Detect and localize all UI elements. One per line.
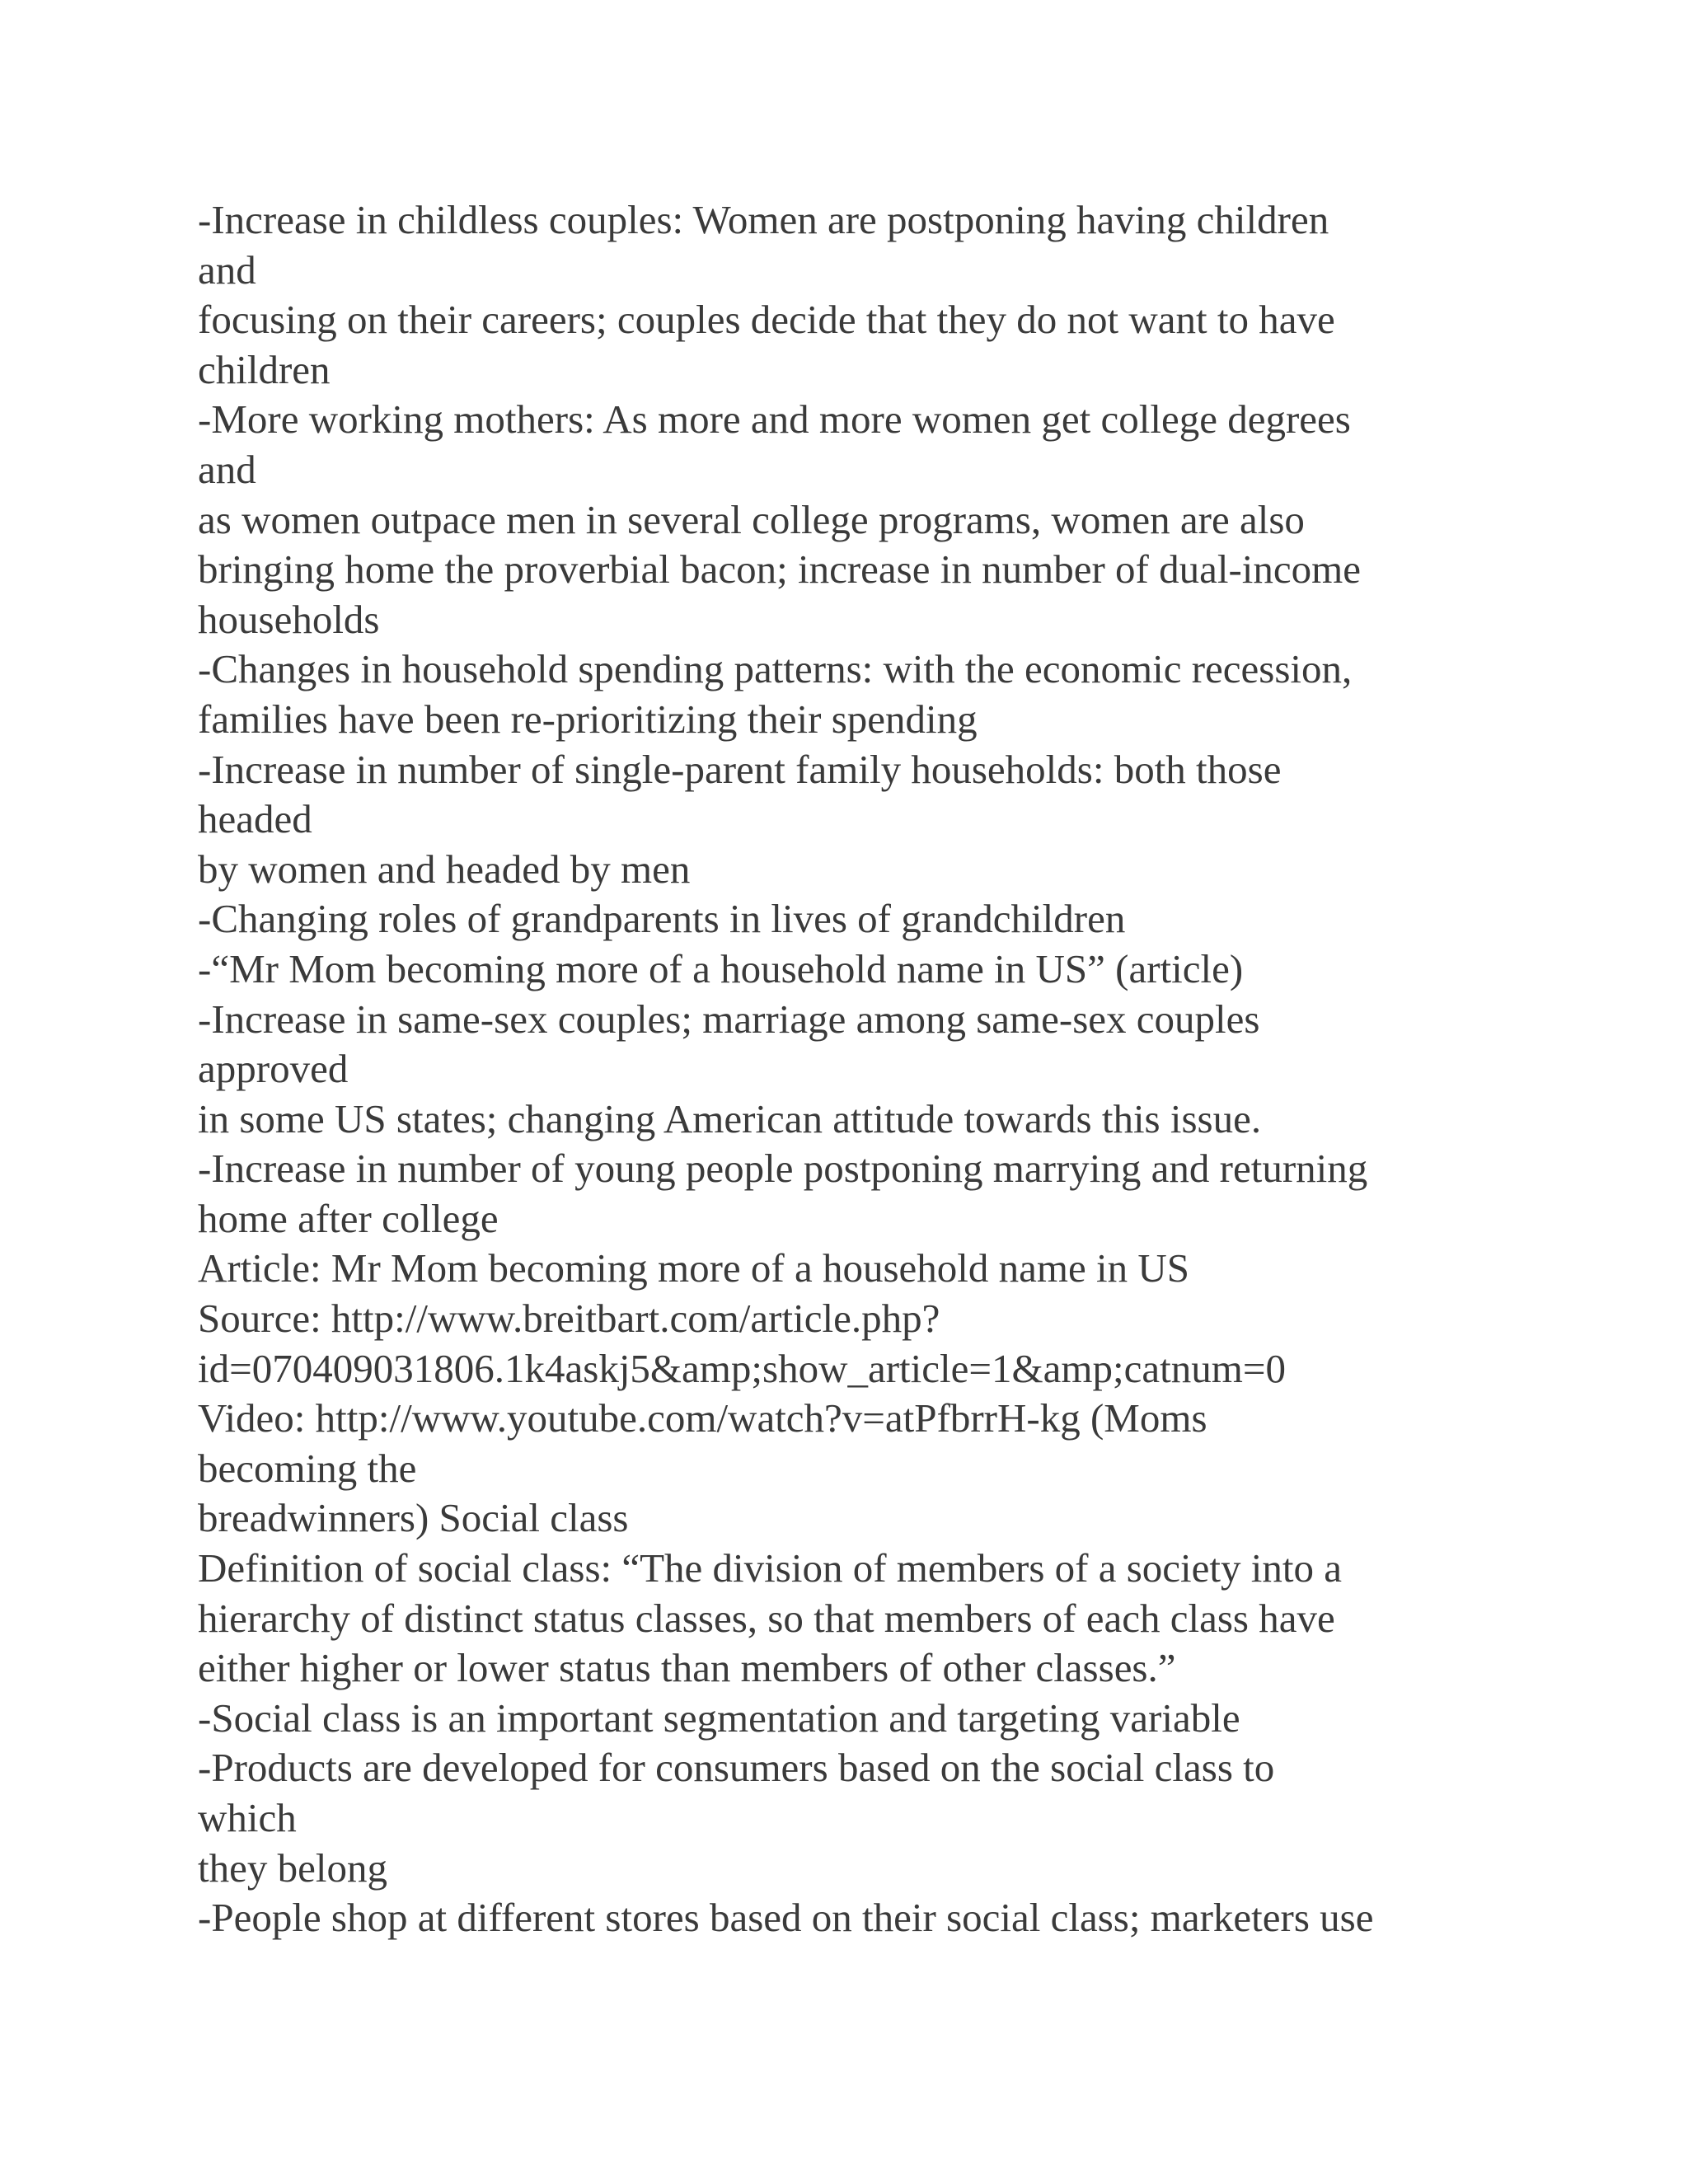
text-line: -Increase in childless couples: Women are postponing having children — [198, 197, 1329, 242]
text-line: headed — [198, 796, 312, 842]
text-line: families have been re-prioritizing their spending — [198, 696, 978, 742]
text-line: they belong — [198, 1844, 387, 1891]
text-line: becoming the — [198, 1445, 417, 1491]
text-line: Definition of social class: “The division of members of a society into a — [198, 1545, 1342, 1591]
text-line: -Products are developed for consumers based on the social class to — [198, 1745, 1275, 1791]
text-line: approved — [198, 1046, 349, 1092]
text-line: -Changes in household spending patterns: with the economic recession, — [198, 646, 1353, 692]
text-line: hierarchy of distinct status classes, so that members of each class have — [198, 1595, 1335, 1641]
text-line: Source: http://www.breitbart.com/article.php? — [198, 1296, 940, 1342]
text-line: -Increase in number of young people postponing marrying and returning — [198, 1146, 1368, 1192]
text-line: and — [198, 446, 256, 492]
document-body — [198, 195, 1500, 1943]
text-line: focusing on their careers; couples decide that they do not want to have — [198, 297, 1335, 343]
text-line: -Increase in same-sex couples; marriage among same-sex couples — [198, 996, 1260, 1042]
text-line: -Social class is an important segmentation and targeting variable — [198, 1694, 1240, 1741]
text-line: -More working mothers: As more and more women get college degrees — [198, 396, 1351, 443]
text-line: -People shop at different stores based on their social class; marketers use — [198, 1895, 1374, 1941]
text-line: either higher or lower status than members of other classes.” — [198, 1645, 1176, 1691]
text-line: which — [198, 1795, 297, 1840]
text-line: bringing home the proverbial bacon; increase in number of dual-income — [198, 546, 1361, 593]
text-line: households — [198, 596, 380, 642]
text-line: -Changing roles of grandparents in lives of grandchildren — [198, 896, 1126, 942]
text-line: and — [198, 246, 256, 293]
text-line: by women and headed by men — [198, 846, 691, 892]
text-line: home after college — [198, 1195, 499, 1241]
text-line: Video: http://www.youtube.com/watch?v=atPfbrrH-kg (Moms — [198, 1395, 1207, 1441]
text-line: as women outpace men in several college programs, women are also — [198, 496, 1305, 542]
text-line: breadwinners) Social class — [198, 1495, 629, 1541]
text-line: -“Mr Mom becoming more of a household name in US” (article) — [198, 945, 1244, 991]
text-line: Article: Mr Mom becoming more of a household name in US — [198, 1245, 1189, 1291]
text-line: in some US states; changing American attitude towards this issue. — [198, 1095, 1262, 1141]
text-line: children — [198, 346, 331, 392]
text-line: -Increase in number of single-parent family households: both those — [198, 746, 1282, 792]
text-line: id=070409031806.1k4askj5&amp;show_article=1&amp;catnum=0 — [198, 1345, 1286, 1391]
